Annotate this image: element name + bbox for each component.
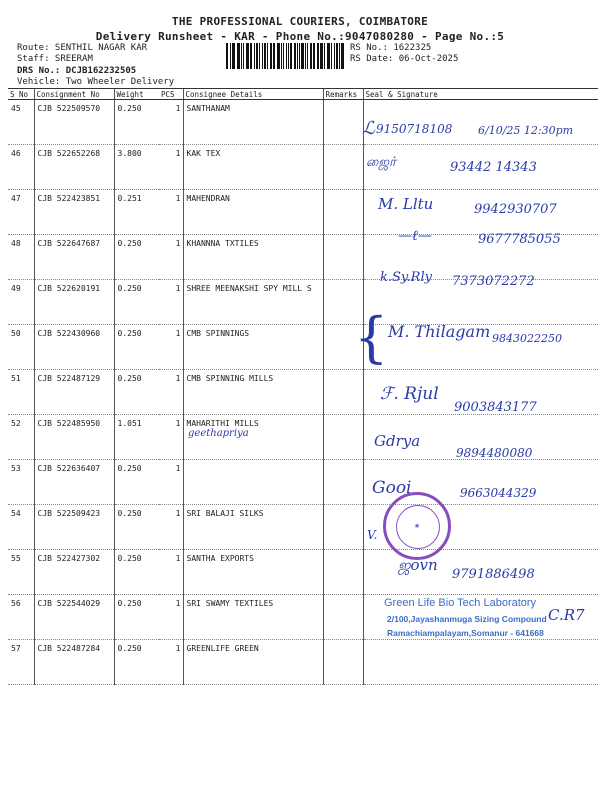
barcode-bar: [273, 43, 274, 69]
cell-remarks: [323, 460, 363, 505]
cell-sno: 50: [8, 325, 34, 370]
rs-number: RS No.: 1622325: [350, 43, 432, 53]
barcode-bar: [264, 43, 266, 69]
handwritten-phone-row48: 9677785055: [478, 232, 561, 247]
barcode-bar: [294, 43, 296, 69]
cell-remarks: [323, 415, 363, 460]
barcode-bar: [250, 43, 252, 69]
cell-consignment: CJB 522636407: [34, 460, 114, 505]
barcode-bar: [259, 43, 260, 69]
signature-row55: Gooi: [372, 478, 412, 498]
barcode-bar: [305, 43, 306, 69]
barcode-bar: [247, 43, 249, 69]
handwritten-phone-row52: 9003843177: [454, 400, 537, 415]
col-sno: S No: [8, 89, 34, 100]
table-header-row: [8, 89, 598, 100]
cell-weight: 0.250: [114, 595, 159, 640]
cell-consignee: SANTHANAM: [183, 100, 323, 145]
cell-sno: 56: [8, 595, 34, 640]
barcode-bar: [341, 43, 344, 69]
route-label: Route: SENTHIL NAGAR KAR: [17, 43, 148, 53]
cell-weight: 0.250: [114, 280, 159, 325]
barcode-bar: [226, 43, 228, 69]
signature-row56: ஜovn: [398, 556, 438, 574]
handwritten-phone-row45: 9150718108: [376, 122, 453, 136]
cell-weight: 0.250: [114, 325, 159, 370]
lab-stamp-line3: Ramachiampalayam,Somanur - 641668: [387, 628, 544, 638]
barcode-bar: [254, 43, 255, 69]
barcode-bar: [336, 43, 338, 69]
cell-consignment: CJB 522423851: [34, 190, 114, 235]
barcode-bar: [299, 43, 300, 69]
col-consignment: Consignment No: [34, 89, 114, 100]
table-row: [8, 640, 598, 685]
rs-date: RS Date: 06-Oct-2025: [350, 54, 459, 64]
staff-label: Staff: SREERAM: [17, 54, 93, 64]
cell-pcs: 1: [159, 190, 183, 235]
barcode-bar: [237, 43, 240, 69]
signature-row45: ℒ: [362, 118, 375, 139]
lab-stamp-line1: Green Life Bio Tech Laboratory: [384, 597, 537, 609]
cell-remarks: [323, 100, 363, 145]
cell-consignment: CJB 522509423: [34, 505, 114, 550]
barcode-bar: [320, 43, 323, 69]
barcode-bar: [314, 43, 315, 69]
barcode-bar: [297, 43, 298, 69]
barcode-bar: [339, 43, 340, 69]
cell-pcs: 1: [159, 415, 183, 460]
handwritten-phone-row54: 9894480080: [456, 446, 533, 460]
cell-weight: 3.800: [114, 145, 159, 190]
barcode-bar: [233, 43, 235, 69]
cell-consignment: CJB 522430960: [34, 325, 114, 370]
handwritten-phone-row55: 9663044329: [460, 486, 537, 500]
cell-consignment: CJB 522544029: [34, 595, 114, 640]
cell-remarks: [323, 505, 363, 550]
cell-consignment: CJB 522427302: [34, 550, 114, 595]
cell-consignee: KAK TEX: [183, 145, 323, 190]
barcode-bar: [310, 43, 312, 69]
handwritten-consignee-row53: geethapriya: [188, 428, 249, 439]
cell-pcs: 1: [159, 370, 183, 415]
cell-pcs: 1: [159, 100, 183, 145]
lab-stamp-line2: 2/100,Jayashanmuga Sizing Compound: [387, 614, 547, 624]
signature-row46: ஜைர்: [366, 155, 396, 170]
runsheet-table: [8, 88, 598, 685]
cell-consignee: CMB SPINNINGS: [183, 325, 323, 370]
col-remarks: Remarks: [323, 89, 363, 100]
cell-weight: 0.250: [114, 640, 159, 685]
barcode-bar: [286, 43, 287, 69]
barcode-bar: [246, 43, 247, 69]
round-stamp: ★: [383, 492, 451, 560]
handwritten-initial-row57: C.R7: [548, 606, 585, 624]
cell-remarks: [323, 640, 363, 685]
cell-pcs: 1: [159, 550, 183, 595]
cell-weight: 0.251: [114, 190, 159, 235]
barcode-bar: [283, 43, 285, 69]
col-pcs: PCS: [159, 89, 183, 100]
barcode-bar: [232, 43, 233, 69]
cell-sno: 51: [8, 370, 34, 415]
cell-weight: 1.051: [114, 415, 159, 460]
barcode-bar: [274, 43, 275, 69]
cell-pcs: 1: [159, 280, 183, 325]
cell-consignee: GREENLIFE GREEN: [183, 640, 323, 685]
cell-consignee: SHREE MEENAKSHI SPY MILL S: [183, 280, 323, 325]
barcode-bar: [324, 43, 325, 69]
barcode-bar: [317, 43, 319, 69]
barcode: [226, 43, 345, 69]
cell-consignee: MAHARITHI MILLS: [183, 415, 323, 460]
col-seal: Seal & Signature: [363, 89, 598, 100]
barcode-bar: [307, 43, 308, 69]
cell-consignee: [183, 460, 323, 505]
cell-sno: 47: [8, 190, 34, 235]
cell-weight: 0.250: [114, 100, 159, 145]
col-weight: Weight: [114, 89, 159, 100]
cell-remarks: [323, 595, 363, 640]
cell-remarks: [323, 190, 363, 235]
barcode-bar: [327, 43, 328, 69]
cell-weight: 0.250: [114, 460, 159, 505]
cell-pcs: 1: [159, 325, 183, 370]
cell-pcs: 1: [159, 460, 183, 505]
col-consignee: Consignee Details: [183, 89, 323, 100]
cell-weight: 0.250: [114, 370, 159, 415]
cell-consignee: SANTHA EXPORTS: [183, 550, 323, 595]
signature-row52: ℱ. Rjul: [380, 384, 439, 404]
barcode-bar: [290, 43, 292, 69]
cell-pcs: 1: [159, 235, 183, 280]
barcode-bar: [277, 43, 280, 69]
cell-consignment: CJB 522485950: [34, 415, 114, 460]
runsheet-subtitle: Delivery Runsheet - KAR - Phone No.:9047080280 - Page No.:5: [95, 30, 505, 43]
barcode-bar: [243, 43, 244, 69]
signature-row49: k.Sy.Rly: [380, 270, 432, 285]
cell-consignment: CJB 522647687: [34, 235, 114, 280]
brace-mark: {: [354, 306, 389, 369]
barcode-bar: [313, 43, 314, 69]
drs-number: DRS No.: DCJB162232505: [17, 66, 137, 76]
company-title: THE PROFESSIONAL COURIERS, COIMBATORE: [171, 15, 429, 28]
barcode-bar: [230, 43, 231, 69]
signature-row47: M. Lltu: [378, 195, 434, 213]
cell-consignment: CJB 522487129: [34, 370, 114, 415]
cell-consignee: SRI BALAJI SILKS: [183, 505, 323, 550]
barcode-bar: [288, 43, 289, 69]
handwritten-phone-row56: 9791886498: [452, 567, 535, 582]
cell-sno: 57: [8, 640, 34, 685]
cell-sno: 49: [8, 280, 34, 325]
cell-remarks: [323, 370, 363, 415]
cell-consignee: SRI SWAMY TEXTILES: [183, 595, 323, 640]
cell-consignment: CJB 522509570: [34, 100, 114, 145]
signature-row56-v: V.: [367, 528, 378, 542]
cell-pcs: 1: [159, 640, 183, 685]
barcode-bar: [331, 43, 332, 69]
barcode-bar: [270, 43, 272, 69]
handwritten-phone-row49: 7373072272: [452, 274, 535, 289]
barcode-bar: [301, 43, 304, 69]
cell-remarks: [323, 235, 363, 280]
cell-sno: 54: [8, 505, 34, 550]
cell-consignment: CJB 522620191: [34, 280, 114, 325]
cell-consignee: MAHENDRAN: [183, 190, 323, 235]
cell-weight: 0.250: [114, 505, 159, 550]
signature-row53: Gdrya: [374, 432, 421, 450]
barcode-bar: [256, 43, 259, 69]
handwritten-phone-row51: 9843022250: [492, 332, 562, 345]
handwritten-time-row45: 6/10/25 12:30pm: [478, 124, 574, 137]
cell-consignee: KHANNNA TXTILES: [183, 235, 323, 280]
cell-sno: 53: [8, 460, 34, 505]
cell-pcs: 1: [159, 505, 183, 550]
table-row: [8, 505, 598, 550]
handwritten-phone-row47: 9942930707: [474, 202, 557, 217]
barcode-bar: [334, 43, 335, 69]
cell-weight: 0.250: [114, 235, 159, 280]
vehicle-label: Vehicle: Two Wheeler Delivery: [17, 77, 175, 87]
cell-sno: 46: [8, 145, 34, 190]
signature-row48: —ℓ—: [398, 228, 432, 244]
cell-consignment: CJB 522652268: [34, 145, 114, 190]
barcode-bar: [281, 43, 282, 69]
cell-weight: 0.250: [114, 550, 159, 595]
barcode-bar: [267, 43, 268, 69]
cell-consignee: CMB SPINNING MILLS: [183, 370, 323, 415]
cell-pcs: 1: [159, 145, 183, 190]
cell-sno: 55: [8, 550, 34, 595]
cell-seal: [363, 640, 598, 685]
cell-pcs: 1: [159, 595, 183, 640]
table-row: [8, 100, 598, 145]
cell-remarks: [323, 145, 363, 190]
cell-sno: 48: [8, 235, 34, 280]
cell-consignment: CJB 522487284: [34, 640, 114, 685]
handwritten-phone-row46: 93442 14343: [450, 160, 537, 175]
signature-row50-51: M. Thilagam: [388, 322, 491, 341]
cell-remarks: [323, 550, 363, 595]
barcode-bar: [328, 43, 330, 69]
cell-sno: 45: [8, 100, 34, 145]
cell-sno: 52: [8, 415, 34, 460]
barcode-bar: [241, 43, 242, 69]
barcode-bar: [262, 43, 263, 69]
